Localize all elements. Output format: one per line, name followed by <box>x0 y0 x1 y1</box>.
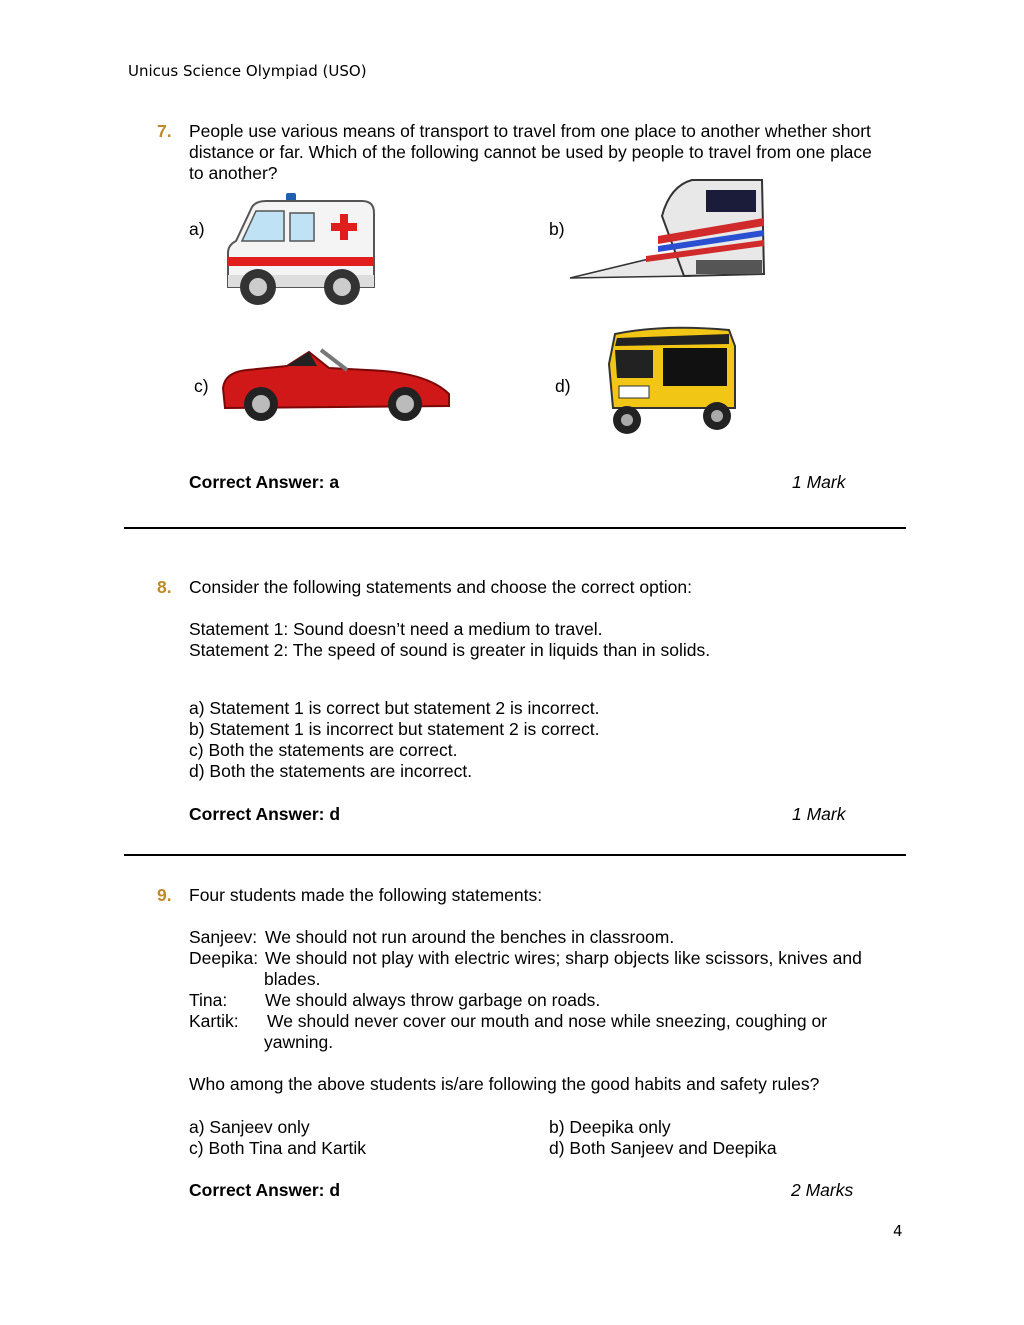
q9-student-name: Sanjeev: <box>189 927 258 947</box>
q8-marks: 1 Mark <box>792 804 846 824</box>
question-9-number: 9. <box>157 885 172 905</box>
ambulance-icon <box>222 191 380 309</box>
question-8-number: 8. <box>157 577 172 597</box>
divider <box>124 527 906 529</box>
convertible-car-icon <box>217 344 455 424</box>
q9-student-statement: We should never cover our mouth and nose while sneezing, coughing or <box>267 1011 828 1031</box>
question-9-text: Four students made the following statements: <box>189 885 543 905</box>
q7-marks: 1 Mark <box>792 472 846 492</box>
question-7-number: 7. <box>157 121 172 141</box>
question-8-text: Consider the following statements and choose the correct option: <box>189 577 692 597</box>
q8-correct-answer: Correct Answer: d <box>189 804 341 824</box>
q9-option-a: a) Sanjeev only <box>189 1117 310 1137</box>
q9-marks: 2 Marks <box>791 1180 854 1200</box>
q8-statement-1: Statement 1: Sound doesn’t need a medium to travel. <box>189 619 603 639</box>
q9-student-name: Tina: <box>189 990 228 1010</box>
auto-rickshaw-icon <box>603 324 743 436</box>
q9-student-statement: We should always throw garbage on roads. <box>265 990 601 1010</box>
q7-option-d-label: d) <box>555 376 571 396</box>
q8-option-b: b) Statement 1 is incorrect but statement 2 is correct. <box>189 719 600 739</box>
q9-option-b: b) Deepika only <box>549 1117 671 1137</box>
q7-option-b-label: b) <box>549 219 565 239</box>
question-7-text: People use various means of transport to travel from one place to another whether short distance or far. Which of the following cannot be used by people to travel from one place to another? <box>189 121 872 183</box>
train-icon <box>566 176 768 282</box>
divider <box>124 854 906 856</box>
q7-option-a-label: a) <box>189 219 205 239</box>
q8-option-c: c) Both the statements are correct. <box>189 740 458 760</box>
q8-option-d: d) Both the statements are incorrect. <box>189 761 473 781</box>
q9-student-statement: We should not play with electric wires; sharp objects like scissors, knives and <box>265 948 862 968</box>
q9-correct-answer: Correct Answer: d <box>189 1180 341 1200</box>
q9-option-d: d) Both Sanjeev and Deepika <box>549 1138 777 1158</box>
q8-statement-2: Statement 2: The speed of sound is greater in liquids than in solids. <box>189 640 711 660</box>
q7-correct-answer: Correct Answer: a <box>189 472 340 492</box>
q9-student-name: Deepika: <box>189 948 259 968</box>
document-header: Unicus Science Olympiad (USO) <box>128 62 367 80</box>
q8-option-a: a) Statement 1 is correct but statement 2 is incorrect. <box>189 698 600 718</box>
q9-option-c: c) Both Tina and Kartik <box>189 1138 367 1158</box>
page-number: 4 <box>893 1222 903 1240</box>
q9-student-statement: We should not run around the benches in classroom. <box>265 927 675 947</box>
q9-student-name: Kartik: <box>189 1011 239 1031</box>
q7-option-c-label: c) <box>194 376 209 396</box>
q9-student-statement-cont: blades. <box>264 969 321 989</box>
q9-student-statement-cont: yawning. <box>264 1032 334 1052</box>
q9-question: Who among the above students is/are following the good habits and safety rules? <box>189 1074 820 1094</box>
